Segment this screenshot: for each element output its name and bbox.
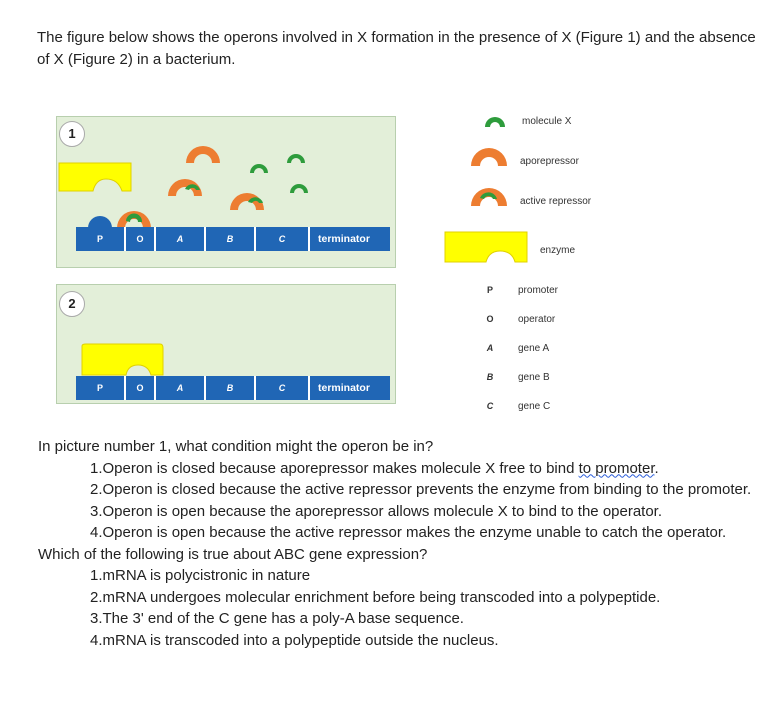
legend-molecule-x-icon: [485, 117, 505, 127]
segment-o: O: [136, 234, 144, 244]
segment-a: A: [176, 234, 184, 244]
question-2-stem: Which of the following is true about ABC gene expression?: [38, 545, 428, 563]
question-1-stem: In picture number 1, what condition might the operon be in?: [38, 438, 434, 455]
legend-active-repressor: active repressor: [520, 196, 592, 207]
question-1-option-2[interactable]: 2.Operon is closed because the active repressor prevents the enzyme from binding to the promoter.: [90, 481, 752, 498]
legend-symbol-a: A: [486, 343, 494, 353]
figure-2-number: 2: [59, 291, 85, 317]
question-2-option-2[interactable]: 2.mRNA undergoes molecular enrichment before being transcoded into a polypeptide.: [90, 588, 661, 606]
question-1-option-1[interactable]: 1.Operon is closed because aporepressor makes molecule X free to bind to promoter.: [90, 459, 659, 477]
legend-gene-b: gene B: [518, 372, 550, 383]
legend-symbol-b: B: [486, 372, 494, 382]
legend-operator: operator: [518, 314, 556, 325]
legend-symbol-o: O: [486, 314, 494, 324]
segment-c: C: [278, 383, 286, 393]
legend-enzyme: enzyme: [540, 245, 576, 256]
underlined-phrase: to promoter: [578, 459, 655, 477]
segment-b: B: [226, 234, 234, 244]
terminator-label: terminator: [318, 233, 370, 245]
question-2-option-1[interactable]: 1.mRNA is polycistronic in nature: [90, 567, 311, 584]
segment-p: P: [96, 383, 103, 393]
legend-promoter: promoter: [518, 285, 559, 296]
question-1-option-3[interactable]: 3.Operon is open because the aporepressor allows molecule X to bind to the operator.: [90, 502, 663, 520]
question-2-option-4[interactable]: 4.mRNA is transcoded into a polypeptide outside the nucleus.: [90, 631, 499, 649]
questions: [38, 436, 758, 651]
legend-aporepressor-icon: [471, 148, 507, 166]
segment-c: C: [278, 234, 286, 244]
segment-a: A: [176, 383, 184, 393]
question-1-option-4[interactable]: 4.Operon is open because the active repressor makes the enzyme unable to catch the operator.: [90, 524, 727, 541]
legend-aporepressor: aporepressor: [520, 156, 579, 167]
legend-gene-a: gene A: [518, 343, 550, 354]
segment-o: O: [136, 383, 144, 393]
legend-symbol-c: C: [486, 401, 494, 411]
figure-1-number: 1: [59, 121, 85, 147]
terminator-label: terminator: [318, 382, 370, 394]
segment-p: P: [96, 234, 103, 244]
question-2-option-3[interactable]: 3.The 3' end of the C gene has a poly-A base sequence.: [90, 610, 464, 627]
legend-symbol-p: P: [486, 285, 493, 295]
legend-active-repressor-icon: [471, 188, 507, 206]
segment-b: B: [226, 383, 234, 393]
intro-text: The figure below shows the operons involved in X formation in the presence of X (Figure 1) and the absence of X (Figure 2) in a bacterium.: [37, 29, 756, 68]
legend-enzyme-icon: [445, 232, 527, 262]
legend-gene-c: gene C: [518, 401, 551, 412]
legend-molecule-x: molecule X: [522, 116, 572, 127]
